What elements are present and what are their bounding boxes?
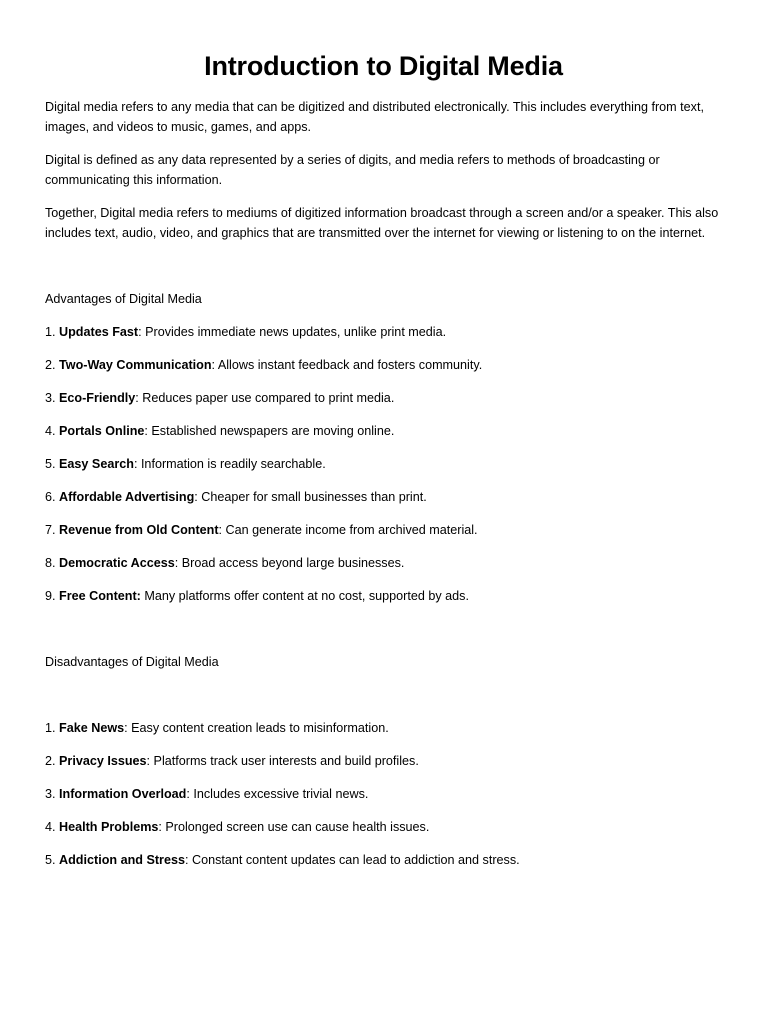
item-separator: : bbox=[184, 853, 192, 867]
list-item bbox=[45, 520, 722, 540]
item-separator: : bbox=[133, 457, 141, 471]
item-description: Provides immediate news updates, unlike print media. bbox=[145, 325, 447, 339]
list-item bbox=[45, 388, 722, 408]
advantages-heading: Advantages of Digital Media bbox=[45, 292, 202, 306]
item-separator: : bbox=[194, 490, 202, 504]
disadvantages-list bbox=[45, 718, 722, 870]
item-number: 1. bbox=[45, 721, 60, 735]
list-item bbox=[45, 487, 722, 507]
item-term: Easy Search bbox=[59, 457, 134, 471]
item-number: 2. bbox=[45, 754, 60, 768]
item-separator: : bbox=[174, 556, 182, 570]
intro-paragraph: Digital is defined as any data represented by a series of digits, and media refers to methods of broadcasting or communicating this information. bbox=[45, 153, 660, 187]
item-number: 4. bbox=[45, 820, 60, 834]
list-item bbox=[45, 784, 722, 804]
item-separator: : bbox=[124, 721, 132, 735]
item-term: Health Problems bbox=[59, 820, 159, 834]
item-term: Eco-Friendly bbox=[59, 391, 136, 405]
list-item bbox=[45, 454, 722, 474]
item-term: Privacy Issues bbox=[59, 754, 147, 768]
item-term: Addiction and Stress bbox=[59, 853, 185, 867]
item-number: 4. bbox=[45, 424, 60, 438]
list-item bbox=[45, 421, 722, 441]
item-description: Broad access beyond large businesses. bbox=[181, 556, 405, 570]
advantages-list bbox=[45, 322, 722, 606]
list-item bbox=[45, 751, 722, 771]
item-term: Information Overload bbox=[59, 787, 187, 801]
item-term: Portals Online bbox=[59, 424, 145, 438]
list-item bbox=[45, 586, 722, 606]
item-term: Affordable Advertising bbox=[59, 490, 195, 504]
intro-paragraph: Together, Digital media refers to mediums of digitized information broadcast through a screen and/or a speaker. This also includes text, audio, video, and graphics that are transmitted over the internet for viewing or listening to on the internet. bbox=[45, 206, 719, 240]
item-number: 3. bbox=[45, 391, 60, 405]
item-number: 8. bbox=[45, 556, 60, 570]
item-term: Democratic Access bbox=[59, 556, 175, 570]
intro-paragraph: Digital media refers to any media that can be digitized and distributed electronically. This includes everything from text, images, and videos to music, games, and apps. bbox=[45, 100, 704, 134]
page-title: Introduction to Digital Media bbox=[204, 51, 563, 81]
item-description: Established newspapers are moving online. bbox=[151, 424, 395, 438]
item-number: 5. bbox=[45, 457, 60, 471]
item-separator: : bbox=[218, 523, 226, 537]
item-description: Information is readily searchable. bbox=[140, 457, 326, 471]
item-description: Includes excessive trivial news. bbox=[193, 787, 369, 801]
item-number: 9. bbox=[45, 589, 60, 603]
item-description: Many platforms offer content at no cost, supported by ads. bbox=[144, 589, 469, 603]
intro-section bbox=[45, 97, 722, 243]
item-description: Can generate income from archived material. bbox=[225, 523, 478, 537]
item-number: 3. bbox=[45, 787, 60, 801]
item-number: 6. bbox=[45, 490, 60, 504]
item-number: 5. bbox=[45, 853, 60, 867]
item-description: Reduces paper use compared to print media. bbox=[142, 391, 395, 405]
item-description: Platforms track user interests and build profiles. bbox=[153, 754, 419, 768]
list-item bbox=[45, 850, 722, 870]
item-separator: : bbox=[186, 787, 194, 801]
item-description: Easy content creation leads to misinformation. bbox=[131, 721, 389, 735]
item-number: 2. bbox=[45, 358, 60, 372]
list-item bbox=[45, 553, 722, 573]
list-item bbox=[45, 718, 722, 738]
item-term: Fake News bbox=[59, 721, 125, 735]
item-description: Constant content updates can lead to addiction and stress. bbox=[191, 853, 520, 867]
item-separator: : bbox=[135, 391, 143, 405]
item-number: 7. bbox=[45, 523, 60, 537]
list-item bbox=[45, 322, 722, 342]
item-term: Revenue from Old Content bbox=[59, 523, 219, 537]
disadvantages-heading: Disadvantages of Digital Media bbox=[45, 655, 219, 669]
item-separator: : bbox=[211, 358, 218, 372]
item-term: Free Content: bbox=[59, 589, 141, 603]
item-separator: : bbox=[144, 424, 152, 438]
item-description: Prolonged screen use can cause health issues. bbox=[165, 820, 430, 834]
list-item bbox=[45, 817, 722, 837]
item-separator: : bbox=[158, 820, 166, 834]
item-separator: : bbox=[146, 754, 154, 768]
item-term: Updates Fast bbox=[59, 325, 139, 339]
item-number: 1. bbox=[45, 325, 60, 339]
item-term: Two-Way Communication bbox=[59, 358, 212, 372]
item-description: Allows instant feedback and fosters community. bbox=[217, 358, 483, 372]
item-description: Cheaper for small businesses than print. bbox=[201, 490, 427, 504]
list-item bbox=[45, 355, 722, 375]
item-separator: : bbox=[138, 325, 146, 339]
